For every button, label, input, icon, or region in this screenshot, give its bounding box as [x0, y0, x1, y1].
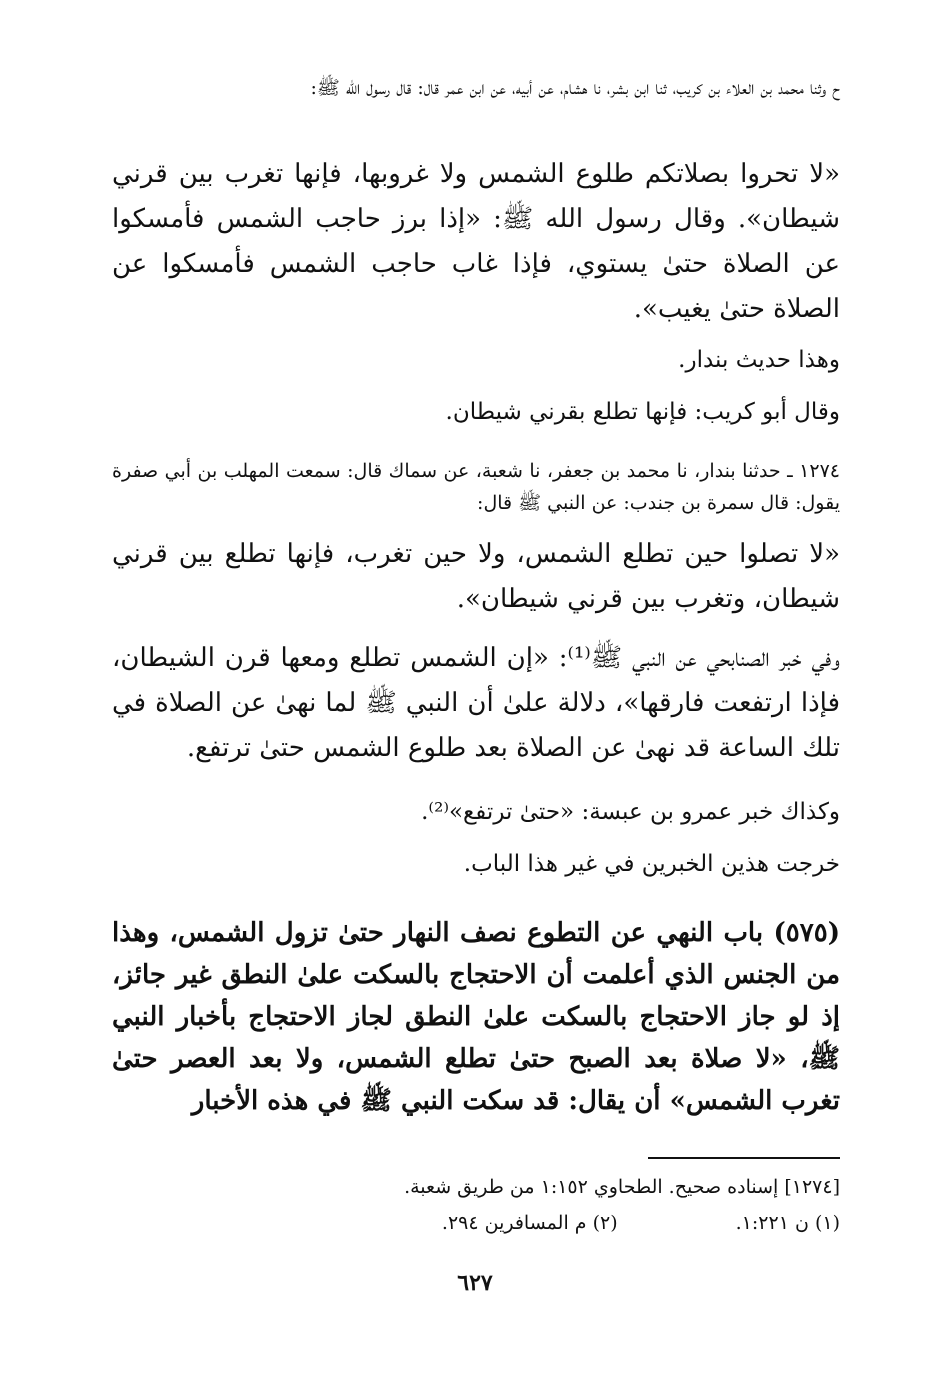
chapter-heading-575: (٥٧٥) باب النهي عن التطوع نصف النهار حتىٰ تزول الشمس، وهذا من الجنس الذي أعلمت أن الاحتجاج بالسكت علىٰ النطق غير جائز، إذ لو جاز الاحتجاج بالسكت علىٰ النطق لجاز الاحتجاج بأخبار النبي ﷺ، «لا صلاة بعد الصبح حتىٰ تطلع الشمس، ولا بعد العصر حتىٰ تغرب الشمس» أن يقال: قد سكت النبي ﷺ في هذه الأخبار [112, 918, 840, 1116]
hadith-text-1274: «لا تصلوا حين تطلع الشمس، ولا حين تغرب، فإنها تطلع بين قرني شيطان، وتغرب بين قرني شيطان». [112, 539, 840, 614]
note-abu-kurayb: وقال أبو كريب: فإنها تطلع بقرني شيطان. [445, 399, 840, 425]
amr-abasa-note: وكذاك خبر عمرو بن عبسة: «حتىٰ ترتفع»⁽²⁾. [421, 799, 840, 825]
sunabihi-paragraph: وفي خبر الصنابحي عن النبي ﷺ⁽¹⁾: «إن الشمس تطلع ومعها قرن الشيطان، فإذا ارتفعت فارقها»، دلالة علىٰ أن النبي ﷺ لما نهىٰ عن الصلاة في تلك الساعة قد نهىٰ عن الصلاة بعد طلوع الشمس حتىٰ ترتفع. [112, 643, 840, 763]
footnote-1274: [١٢٧٤] إسناده صحيح. الطحاوي ١:١٥٢ من طريق شعبة. [404, 1176, 840, 1198]
kharajtu-note: خرجت هذين الخبرين في غير هذا الباب. [463, 851, 840, 877]
footnote-2: (٢) م المسافرين ٢٩٤. [441, 1212, 618, 1234]
page-number: ٦٢٧ [457, 1270, 493, 1296]
isnad-chain-intro: ح وثنا محمد بن العلاء بن كريب، ثنا ابن بشر، نا هشام، عن أبيه، عن ابن عمر قال: قال رسول الله ﷺ: [310, 77, 840, 99]
footnote-row [112, 1208, 840, 1238]
note-bundar: وهذا حديث بندار. [678, 347, 840, 373]
footnote-separator [648, 1157, 840, 1159]
hadith-text-1: «لا تحروا بصلاتكم طلوع الشمس ولا غروبها، فإنها تغرب بين قرني شيطان». وقال رسول الله ﷺ: «إذا برز حاجب الشمس فأمسكوا عن الصلاة حتىٰ يستوي، فإذا غاب حاجب الشمس فأمسكوا عن الصلاة حتىٰ يغيب». [112, 159, 840, 324]
footnote-1: (١) ن ١:٢٢١. [735, 1212, 840, 1234]
isnad-chain-1274: ١٢٧٤ ـ حدثنا بندار، نا محمد بن جعفر، نا شعبة، عن سماك قال: سمعت المهلب بن أبي صفرة يقول: قال سمرة بن جندب: عن النبي ﷺ قال: [112, 460, 840, 514]
